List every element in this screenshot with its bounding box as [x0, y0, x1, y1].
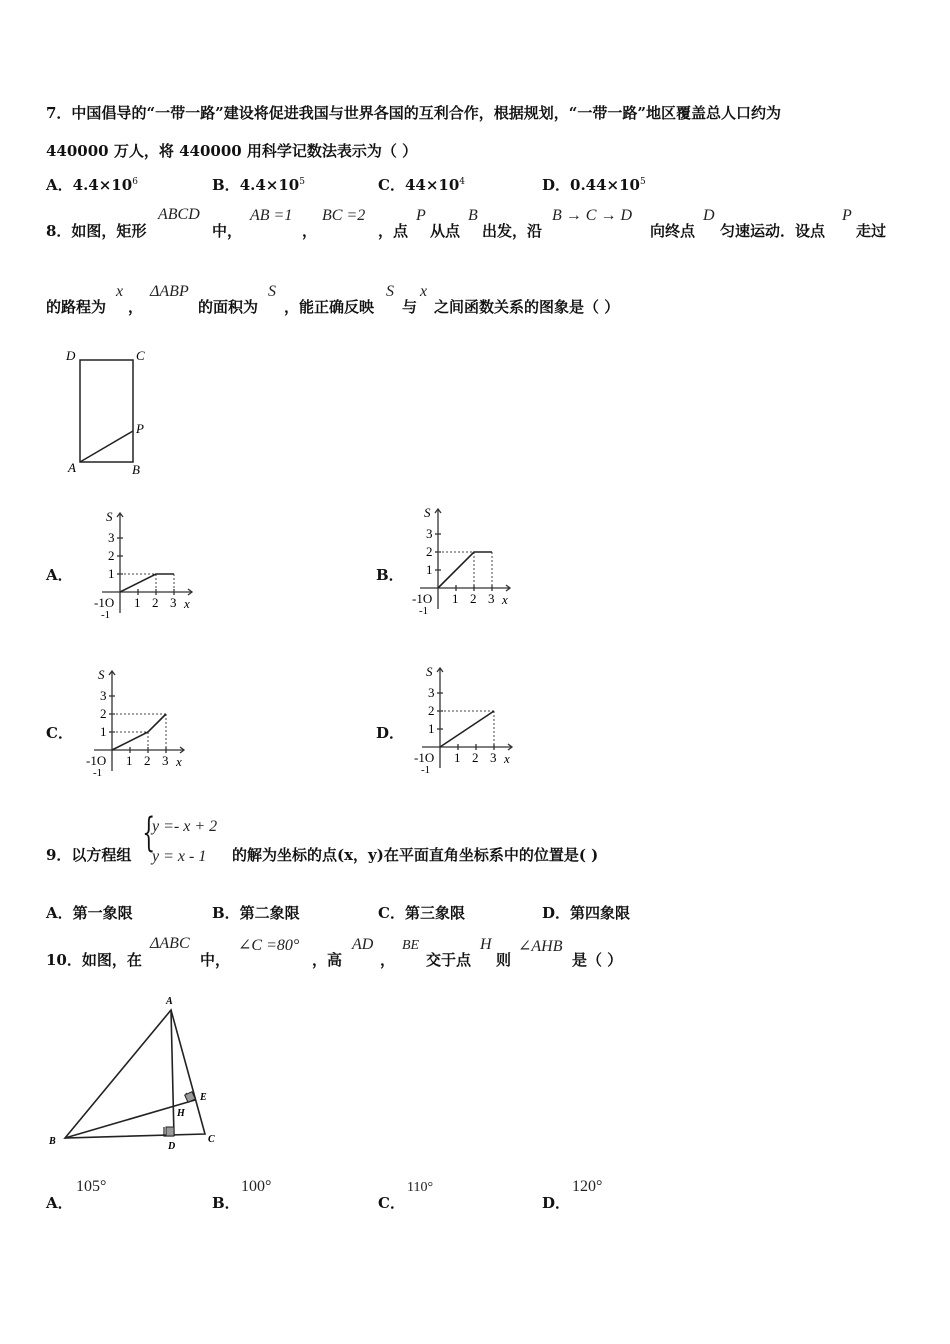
- graph-a-xtick-2: 2: [152, 595, 159, 610]
- q8-graph-a-curve: [120, 574, 174, 592]
- q10-stem-t5: 交于点: [426, 951, 472, 969]
- q7-option-c-base: 44×10: [404, 176, 460, 194]
- q8-fig-label-d: D: [66, 348, 76, 363]
- q8-fig-label-p: P: [136, 421, 144, 436]
- graph-c-xtick-1: 1: [126, 753, 133, 768]
- q8-stem-t12: 的面积为: [198, 298, 259, 316]
- q10-option-b-value: 100°: [241, 1178, 272, 1195]
- q9-stem-t1: 9．以方程组: [46, 846, 132, 864]
- q10-option-b-label[interactable]: B．: [212, 1194, 240, 1212]
- q10-math-be: BE: [402, 938, 420, 953]
- graph-c-ytick-neg1: -1: [93, 767, 103, 778]
- q10-fig-label-d: D: [168, 1141, 176, 1152]
- q10-option-d-value: 120°: [572, 1178, 603, 1195]
- q7-option-b-base: 4.4×10: [239, 176, 300, 194]
- q8-graph-b-curve: [438, 552, 492, 588]
- q8-graph-d-curve: [440, 711, 494, 747]
- q10-option-c-value: 110°: [407, 1180, 434, 1195]
- q8-stem-t5: 从点: [430, 222, 461, 240]
- q10-stem-t2: 中，: [200, 951, 231, 969]
- graph-b-xtick-2: 2: [470, 591, 477, 606]
- graph-a-label-s: S: [106, 509, 113, 524]
- q8-math-x2: x: [420, 283, 428, 300]
- q10-stem-t7: 是（ ）: [572, 951, 623, 969]
- graph-c-label-x: x: [176, 754, 182, 769]
- q7-option-a[interactable]: [46, 174, 138, 195]
- q7-stem-line1: 7．中国倡导的“一带一路”建设将促进我国与世界各国的互利合作，根据规划，“一带一路”地区覆盖总人口约为: [46, 104, 781, 122]
- q8-rectangle-figure: [60, 340, 160, 480]
- q8-math-ab: AB =1: [250, 207, 293, 224]
- q10-option-a-label[interactable]: A．: [46, 1194, 73, 1212]
- graph-d-ytick-1: 1: [428, 721, 435, 736]
- q9-option-b[interactable]: B．第二象限: [212, 904, 300, 922]
- q10-stem-t3: ，高: [312, 951, 343, 969]
- graph-b-xtick-3: 3: [488, 591, 495, 606]
- q8-stem-t8: 匀速运动．设点: [720, 222, 826, 240]
- q10-option-c-label[interactable]: C．: [378, 1194, 405, 1212]
- q7-option-b-label: B．: [212, 176, 240, 194]
- q8-math-path: B → C → D: [552, 207, 632, 224]
- q8-graph-d: [400, 660, 520, 775]
- q8-fig-label-c: C: [136, 348, 145, 363]
- q9-option-a[interactable]: A．第一象限: [46, 904, 133, 922]
- q8-stem-t1: 8．如图，矩形: [46, 222, 147, 240]
- graph-b-ytick-2: 2: [426, 544, 433, 559]
- q8-stem-t2: 中，: [212, 222, 243, 240]
- q8-math-abcd: ABCD: [158, 206, 200, 223]
- q8-graph-c: [72, 663, 192, 778]
- q7-option-d[interactable]: [542, 174, 646, 195]
- q7-option-c-exp: 4: [459, 177, 466, 187]
- q10-stem-t1: 10．如图，在: [46, 951, 142, 969]
- graph-a-xtick-3: 3: [170, 595, 177, 610]
- graph-c-ytick-3: 3: [100, 688, 107, 703]
- q10-fig-label-a: A: [166, 996, 173, 1007]
- q9-equation-2: y = x - 1: [152, 848, 207, 865]
- q10-triangle-figure: [40, 990, 230, 1155]
- q10-option-a-value: 105°: [76, 1178, 107, 1195]
- q8-fig-label-b: B: [132, 462, 140, 477]
- q7-option-a-base: 4.4×10: [72, 176, 133, 194]
- q8-stem-t10: 的路程为: [46, 298, 107, 316]
- q9-option-c[interactable]: C．第三象限: [378, 904, 465, 922]
- q8-stem-t7: 向终点: [650, 222, 696, 240]
- graph-c-ytick-2: 2: [100, 706, 107, 721]
- q10-stem-t6: 则: [496, 951, 512, 969]
- q8-stem-t13: ，能正确反映: [284, 298, 375, 316]
- q8-option-c[interactable]: C．: [46, 724, 73, 742]
- q10-fig-label-c: C: [208, 1134, 215, 1145]
- q7-stem-line2: 440000 万人，将 440000 用科学记数法表示为（ ）: [46, 142, 418, 160]
- q8-math-b: B: [468, 207, 478, 224]
- q7-option-b-exp: 5: [299, 177, 305, 187]
- q8-stem-t15: 之间函数关系的图象是（ ）: [434, 298, 620, 316]
- q8-stem-t6: 出发，沿: [482, 222, 543, 240]
- q8-math-d: D: [703, 207, 715, 224]
- graph-a-ytick-1: 1: [108, 566, 115, 581]
- graph-a-origin: -1O: [94, 595, 115, 610]
- q8-stem-t11: ，: [128, 298, 144, 316]
- q8-stem-t4: ，点: [378, 222, 409, 240]
- q10-math-angle-c: ∠C =80°: [238, 937, 300, 954]
- q8-math-x: x: [116, 283, 124, 300]
- q8-option-b[interactable]: B．: [376, 566, 404, 584]
- graph-d-xtick-3: 3: [490, 750, 497, 765]
- graph-c-label-s: S: [98, 667, 105, 682]
- q7-option-d-label: D．: [542, 176, 571, 194]
- q10-option-d-label[interactable]: D．: [542, 1194, 571, 1212]
- q7-option-d-base: 0.44×10: [570, 176, 640, 194]
- q7-option-d-exp: 5: [640, 177, 646, 187]
- q8-stem-t3: ，: [302, 222, 318, 240]
- graph-c-xtick-2: 2: [144, 753, 151, 768]
- graph-c-xtick-3: 3: [162, 753, 169, 768]
- graph-d-label-x: x: [504, 751, 510, 766]
- graph-d-xtick-1: 1: [454, 750, 461, 765]
- graph-b-label-s: S: [424, 505, 431, 520]
- graph-b-xtick-1: 1: [452, 591, 459, 606]
- q7-option-c[interactable]: [378, 174, 465, 195]
- q7-option-c-label: C．: [378, 176, 405, 194]
- graph-a-ytick-neg1: -1: [101, 609, 111, 620]
- graph-a-label-x: x: [184, 596, 190, 611]
- q10-math-ahb: ∠AHB: [518, 938, 563, 955]
- graph-b-origin: -1O: [412, 591, 433, 606]
- graph-b-ytick-neg1: -1: [419, 605, 429, 616]
- graph-a-ytick-3: 3: [108, 530, 115, 545]
- q9-option-d[interactable]: D．第四象限: [542, 904, 631, 922]
- q10-stem-t4: ，: [380, 951, 396, 969]
- q10-math-ad: AD: [352, 936, 374, 953]
- q8-math-p2: P: [842, 207, 852, 224]
- q7-option-b[interactable]: [212, 174, 305, 195]
- q9-equation-1: y =- x + 2: [152, 818, 218, 835]
- graph-b-ytick-1: 1: [426, 562, 433, 577]
- q7-option-a-label: A．: [46, 176, 73, 194]
- q8-math-bc: BC =2: [322, 207, 366, 224]
- q8-stem-t14: 与: [402, 298, 418, 316]
- q10-math-abc: ΔABC: [150, 935, 190, 952]
- graph-d-xtick-2: 2: [472, 750, 479, 765]
- q10-fig-label-h: H: [177, 1108, 185, 1119]
- q8-stem-t9: 走过: [856, 222, 887, 240]
- q8-graph-a: [80, 505, 200, 620]
- q8-graph-b: [398, 501, 518, 616]
- graph-d-origin: -1O: [414, 750, 435, 765]
- q10-fig-label-e: E: [200, 1092, 207, 1103]
- q8-option-d[interactable]: D．: [376, 724, 405, 742]
- graph-c-origin: -1O: [86, 753, 107, 768]
- graph-b-label-x: x: [502, 592, 508, 607]
- q8-option-a[interactable]: A．: [46, 566, 73, 584]
- q8-math-s2: S: [386, 283, 394, 300]
- q9-system-brace: {: [142, 810, 156, 856]
- q7-option-a-exp: 6: [132, 177, 138, 187]
- graph-d-ytick-2: 2: [428, 703, 435, 718]
- q9-stem-t2: 的解为坐标的点(x，y)在平面直角坐标系中的位置是( ): [232, 846, 599, 864]
- graph-c-ytick-1: 1: [100, 724, 107, 739]
- graph-d-ytick-3: 3: [428, 685, 435, 700]
- graph-b-ytick-3: 3: [426, 526, 433, 541]
- q8-math-abp: ΔABP: [150, 283, 189, 300]
- graph-d-label-s: S: [426, 664, 433, 679]
- q8-math-s: S: [268, 283, 276, 300]
- graph-a-ytick-2: 2: [108, 548, 115, 563]
- q8-fig-label-a: A: [68, 460, 76, 475]
- q10-math-h: H: [480, 936, 492, 953]
- graph-d-ytick-neg1: -1: [421, 764, 431, 775]
- q10-fig-label-b: B: [49, 1136, 56, 1147]
- q8-math-p: P: [416, 207, 426, 224]
- graph-a-xtick-1: 1: [134, 595, 141, 610]
